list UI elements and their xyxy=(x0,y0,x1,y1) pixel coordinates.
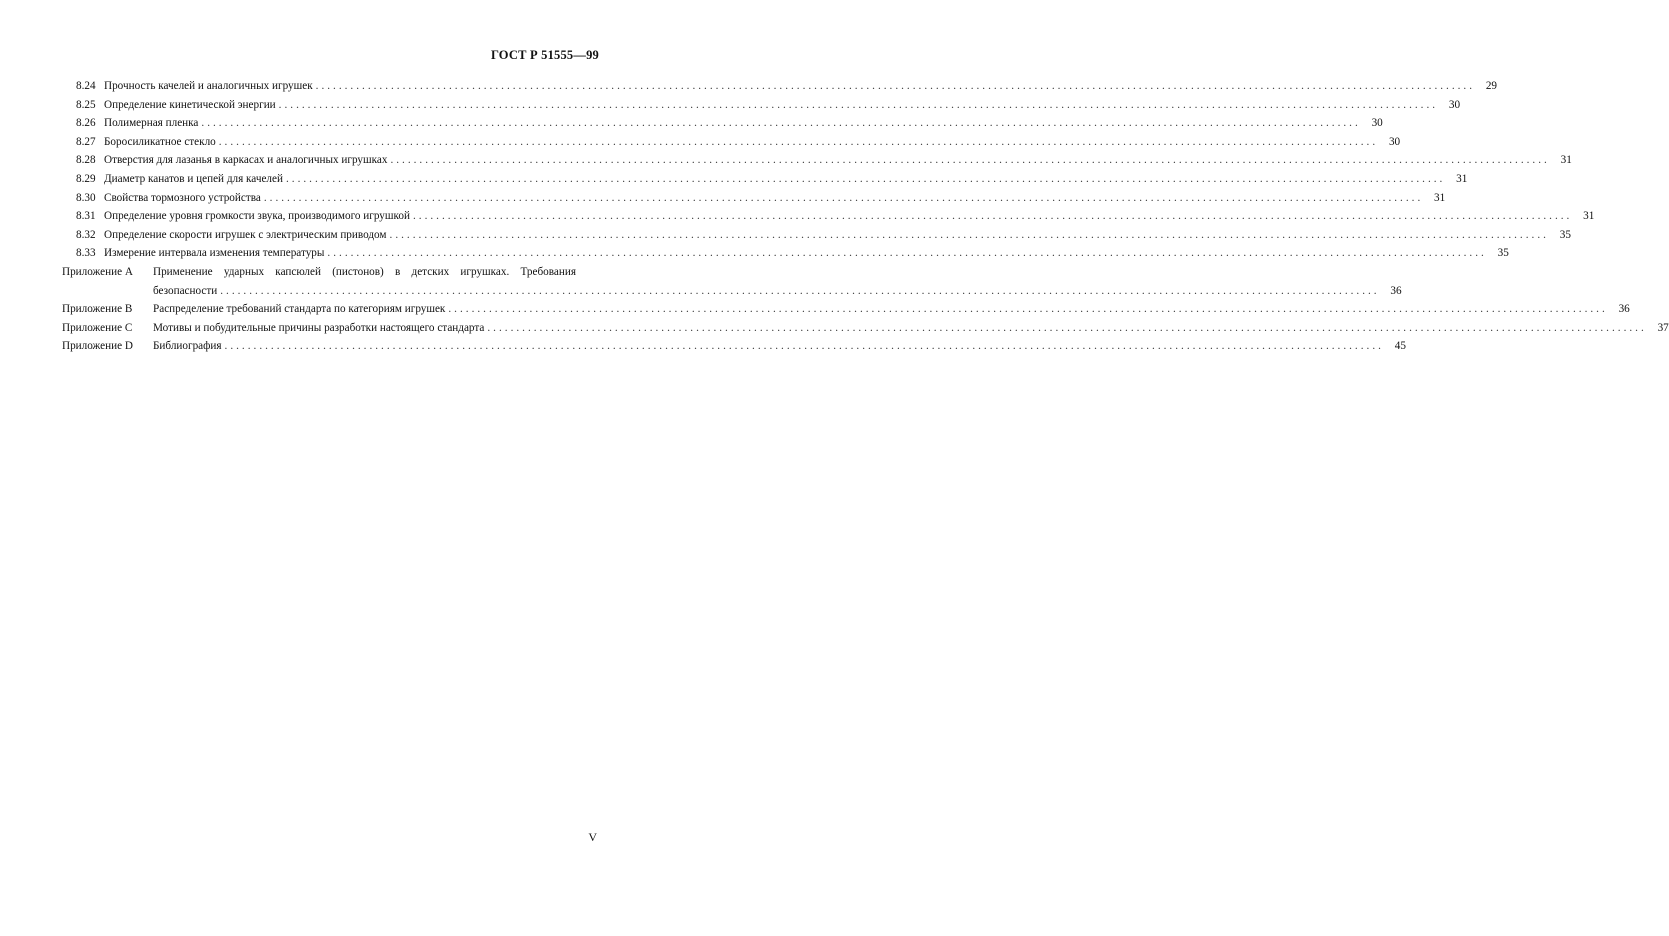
toc-item-page: 31 xyxy=(1583,210,1595,223)
dot-leader: ........................................................................................................................................................................................................ xyxy=(201,117,1361,130)
toc-item-page: 29 xyxy=(1485,80,1498,92)
dot-leader: ........................................................................................................................................................................................................ xyxy=(220,284,1380,297)
toc-item-number: 8.33 xyxy=(76,247,96,260)
toc-item-number: 8.30 xyxy=(76,191,96,204)
toc-item-title: Боросиликатное стекло xyxy=(104,135,216,148)
toc-item xyxy=(62,151,1572,170)
appendix-label: Приложение D xyxy=(62,340,133,353)
appendix-title: Распределение требований стандарта по категориям игрушек xyxy=(153,303,446,316)
toc-appendix-c xyxy=(62,319,1669,338)
dot-leader: ........................................................................................................................................................................................................ xyxy=(218,135,1379,148)
toc-item xyxy=(62,133,1401,152)
toc-item-page: 30 xyxy=(1388,135,1401,148)
toc-item xyxy=(62,170,1468,189)
document-header: ГОСТ Р 51555—99 xyxy=(490,48,599,62)
toc-item xyxy=(62,189,1446,208)
appendix-title: Библиография xyxy=(153,340,222,353)
toc-item xyxy=(62,244,1509,263)
toc-item-title: Прочность качелей и аналогичных игрушек xyxy=(104,80,313,92)
toc-item-page: 31 xyxy=(1434,191,1446,204)
toc-item-number: 8.26 xyxy=(76,117,96,130)
toc-item-title: Определение скорости игрушек с электрическим приводом xyxy=(104,228,387,241)
toc-item-page: 30 xyxy=(1371,117,1383,130)
toc-item-number: 8.32 xyxy=(76,228,96,241)
toc-appendix-b xyxy=(62,300,1630,319)
toc-item-title: Определение кинетической энергии xyxy=(104,98,276,111)
toc-item-number: 8.31 xyxy=(76,210,96,223)
toc-item-title: Определение уровня громкости звука, производимого игрушкой xyxy=(104,210,410,223)
table-of-contents xyxy=(62,77,1669,356)
dot-leader: ........................................................................................................................................................................................................ xyxy=(487,321,1647,334)
dot-leader: ........................................................................................................................................................................................................ xyxy=(263,191,1424,204)
toc-item-title: Полимерная пленка xyxy=(104,117,199,130)
appendix-label: Приложение C xyxy=(62,321,133,334)
toc-item-page: 31 xyxy=(1456,172,1468,185)
toc-item xyxy=(62,207,1595,226)
appendix-title-line1: Применение ударных капсюлей (пистонов) в детских игрушках. Требования xyxy=(153,265,576,278)
dot-leader: ........................................................................................................................................................................................................ xyxy=(448,303,1608,316)
toc-item-number: 8.27 xyxy=(76,135,96,148)
appendix-page: 36 xyxy=(1618,303,1630,316)
toc-item-page: 31 xyxy=(1560,154,1572,167)
appendix-title-line2: безопасности xyxy=(153,284,218,297)
dot-leader: ........................................................................................................................................................................................................ xyxy=(390,154,1550,167)
toc-item-number: 8.24 xyxy=(76,80,96,92)
appendix-label: Приложение A xyxy=(62,265,133,278)
toc-item-title: Отверстия для лазанья в каркасах и аналогичных игрушках xyxy=(104,154,388,167)
toc-item-page: 35 xyxy=(1497,247,1509,260)
appendix-label: Приложение B xyxy=(62,303,133,316)
toc-item-number: 8.25 xyxy=(76,98,96,111)
appendix-page: 45 xyxy=(1394,340,1406,353)
toc-item-page: 30 xyxy=(1448,98,1461,111)
toc-item-number: 8.28 xyxy=(76,154,96,167)
toc-item xyxy=(62,77,1498,96)
toc-appendix-d xyxy=(62,337,1406,356)
dot-leader: ........................................................................................................................................................................................................ xyxy=(224,340,1384,353)
dot-leader: ........................................................................................................................................................................................................ xyxy=(315,80,1476,92)
toc-item xyxy=(62,96,1461,115)
toc-item-number: 8.29 xyxy=(76,172,96,185)
toc-item-title: Диаметр канатов и цепей для качелей xyxy=(104,172,283,185)
appendix-page: 37 xyxy=(1657,321,1669,334)
dot-leader: ........................................................................................................................................................................................................ xyxy=(278,98,1439,111)
toc-item-page: 35 xyxy=(1559,228,1571,241)
dot-leader: ........................................................................................................................................................................................................ xyxy=(412,210,1573,223)
dot-leader: ........................................................................................................................................................................................................ xyxy=(389,228,1549,241)
page-number: V xyxy=(588,830,597,844)
appendix-title: Мотивы и побудительные причины разработки настоящего стандарта xyxy=(153,321,485,334)
toc-item-title: Свойства тормозного устройства xyxy=(104,191,261,204)
appendix-page: 36 xyxy=(1390,284,1402,297)
toc-item xyxy=(62,226,1571,245)
dot-leader: ........................................................................................................................................................................................................ xyxy=(327,247,1487,260)
dot-leader: ........................................................................................................................................................................................................ xyxy=(285,172,1446,185)
toc-appendix-a xyxy=(62,263,1402,300)
toc-item xyxy=(62,114,1383,133)
toc-item-title: Измерение интервала изменения температуры xyxy=(104,247,325,260)
